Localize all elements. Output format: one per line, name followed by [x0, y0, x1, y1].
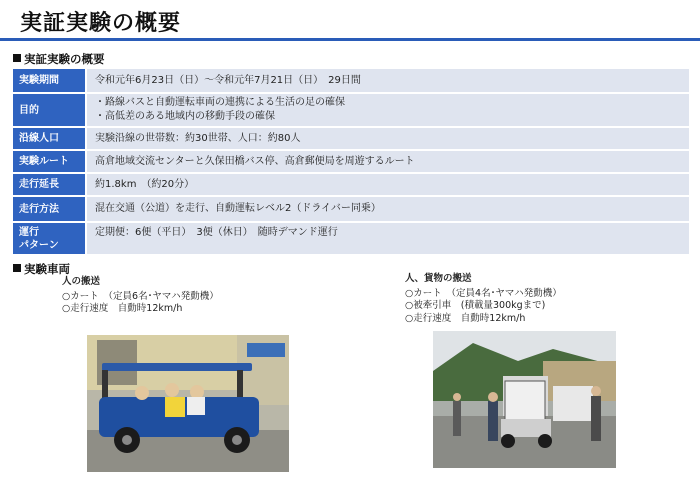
cargo-cart-photo	[433, 331, 616, 468]
passenger-cart-photo	[87, 335, 289, 472]
square-bullet-icon	[13, 264, 21, 272]
row-label: 実験ルート	[13, 151, 85, 172]
page-title: 実証実験の概要	[20, 11, 182, 36]
row-label: 沿線人口	[13, 128, 85, 149]
table-row	[13, 69, 689, 92]
vehicle-right-line: ○被牽引車 (積載量300kgまで)	[405, 300, 546, 311]
table-row	[13, 94, 689, 126]
vehicle-right-title: 人、貨物の搬送	[405, 273, 472, 284]
table-row	[13, 223, 689, 254]
row-label: 運行 パターン	[13, 223, 85, 254]
overview-heading: 実証実験の概要	[13, 51, 105, 67]
vehicle-left-title: 人の搬送	[62, 276, 101, 287]
vehicle-left-line: ○カート （定員6名･ヤマハ発動機）	[62, 290, 219, 302]
table-row	[13, 197, 689, 221]
row-label: 目的	[13, 94, 85, 126]
row-value: 実験沿線の世帯数：約30世帯、人口：約80人	[85, 128, 689, 149]
row-label: 走行延長	[13, 174, 85, 195]
row-value: ・路線バスと自動運転車両の連携による生活の足の確保 ・高低差のある地域内の移動手段の確保	[85, 94, 689, 126]
square-bullet-icon	[13, 54, 21, 62]
table-row	[13, 174, 689, 195]
row-label: 実験期間	[13, 69, 85, 92]
row-value: 令和元年6月23日（日）～令和元年7月21日（日） 29日間	[85, 69, 689, 92]
vehicle-right-info	[405, 273, 562, 325]
vehicle-left-info	[62, 276, 219, 316]
title-underline	[0, 38, 700, 41]
title-bar	[0, 0, 700, 40]
row-value: 高倉地域交流センターと久保田橋バス停、高倉郵便局を周遊するルート	[85, 151, 689, 172]
overview-table	[13, 67, 689, 256]
table-row	[13, 151, 689, 172]
table-row	[13, 128, 689, 149]
row-value: 混在交通（公道）を走行、自動運転レベル2（ドライバー同乗）	[85, 197, 689, 221]
vehicle-right-line: ○カート （定員4名･ヤマハ発動機）	[405, 287, 562, 299]
row-label: 走行方法	[13, 197, 85, 221]
vehicle-left-line: ○走行速度 自動時12km/h	[62, 303, 183, 314]
vehicle-right-line: ○走行速度 自動時12km/h	[405, 312, 526, 324]
vehicles-heading: 実験車両	[13, 261, 70, 277]
row-value: 定期便：6便（平日） 3便（休日） 随時デマンド運行	[85, 223, 689, 254]
row-value: 約1.8km （約20分）	[85, 174, 689, 195]
